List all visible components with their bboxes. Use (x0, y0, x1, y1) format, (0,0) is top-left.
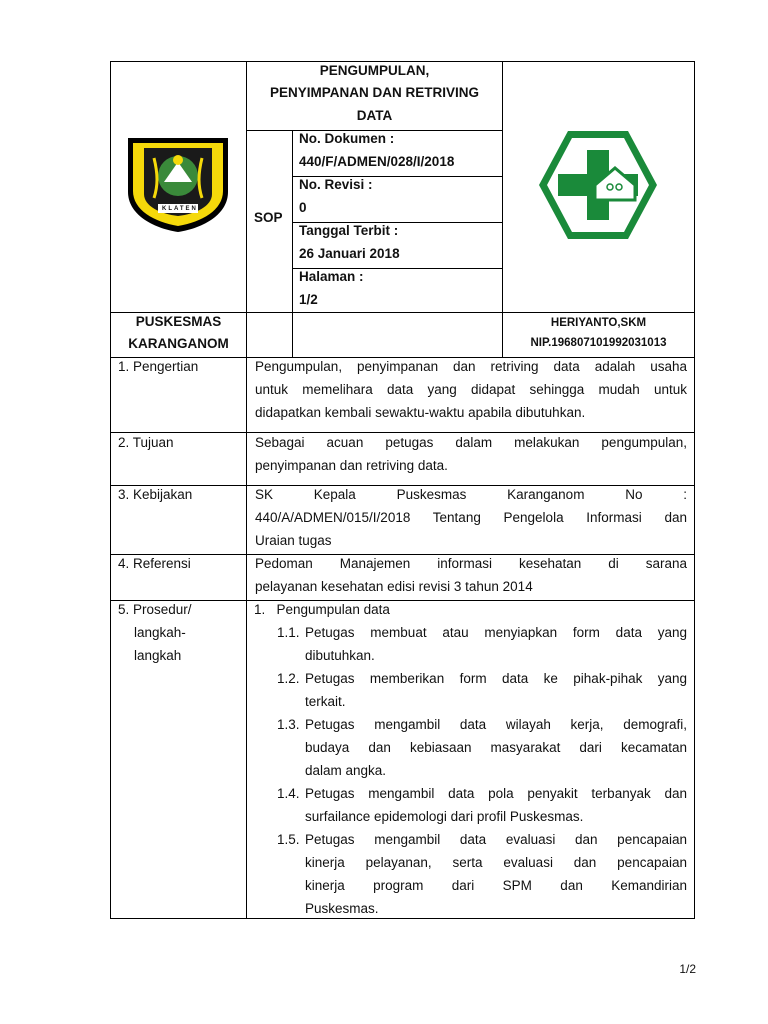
puskesmas-logo (537, 128, 659, 242)
issue-date-value: 26 Januari 2018 (299, 246, 400, 261)
section-text-line: penyimpanan dan retriving data. (255, 458, 448, 473)
logo-text: KLATEN (162, 206, 198, 212)
doc-title-line-1: PENGUMPULAN, (319, 63, 430, 78)
section-text-line: 440/A/ADMEN/015/I/2018 Tentang Pengelola Informasi dan (255, 510, 687, 525)
section-label-referensi: 4. Referensi (118, 556, 191, 571)
step-text-line: dalam angka. (305, 763, 387, 778)
page-number: 1/2 (679, 962, 696, 976)
section-text-line: Sebagai acuan petugas dalam melakukan pengumpulan, (255, 435, 687, 450)
step-number: 1.5. (277, 832, 300, 847)
section-text-line: Pengumpulan, penyimpanan dan retriving data adalah usaha (255, 359, 687, 374)
step-number: 1.3. (277, 717, 300, 732)
step-number: 1.4. (277, 786, 300, 801)
signer-name: HERIYANTO,SKM (550, 317, 647, 329)
revision-value: 0 (299, 200, 307, 215)
step-text-line: terkait. (305, 694, 346, 709)
section-text-line: Uraian tugas (255, 533, 332, 548)
section-label-pengertian: 1. Pengertian (118, 359, 199, 374)
section-text-line: SK Kepala Puskesmas Karanganom No : (255, 487, 687, 502)
org-name-line-1: PUSKESMAS (135, 314, 222, 329)
step-text-line: kinerja program dari SPM dan Kemandirian (305, 878, 687, 893)
border-bottom (110, 918, 695, 919)
step-number: 1.1. (277, 625, 300, 640)
doc-number-label: No. Dokumen : (299, 131, 395, 146)
regency-shield-logo (124, 134, 232, 234)
sop-label: SOP (254, 210, 283, 225)
section-label-tujuan: 2. Tujuan (118, 435, 174, 450)
step-text-line: budaya dan kebiasaan masyarakat dari kecamatan (305, 740, 687, 755)
page-value: 1/2 (299, 292, 318, 307)
doc-title-line-2: PENYIMPANAN DAN RETRIVING (269, 85, 479, 100)
section-label-kebijakan: 3. Kebijakan (118, 487, 193, 502)
doc-number-value: 440/F/ADMEN/028/I/2018 (299, 154, 455, 169)
step-text-line: surfailance epidemologi dari profil Puskesmas. (305, 809, 584, 824)
step-text-line: Petugas mengambil data pola penyakit terbanyak dan (305, 786, 687, 801)
revision-label: No. Revisi : (299, 177, 373, 192)
divider-v-sop (292, 130, 293, 358)
section-text-line: didapatkan kembali sewaktu-waktu apabila dibutuhkan. (255, 405, 586, 420)
border-right (694, 61, 695, 919)
step-text-line: Petugas mengambil data evaluasi dan pencapaian (305, 832, 687, 847)
section-text-line: untuk memelihara data yang didapat sehingga mudah untuk (255, 382, 687, 397)
divider-h-sec4 (110, 600, 695, 601)
section-text-line: Pedoman Manajemen informasi kesehatan di sarana (255, 556, 687, 571)
signer-nip: NIP.196807101992031013 (530, 337, 667, 349)
section-label-prosedur: 5. Prosedur/ (118, 602, 192, 617)
section-text-line: pelayanan kesehatan edisi revisi 3 tahun 2014 (255, 579, 533, 594)
step-text-line: dibutuhkan. (305, 648, 375, 663)
step-text-line: Petugas memberikan form data ke pihak-pihak yang (305, 671, 687, 686)
page-label: Halaman : (299, 269, 364, 284)
procedure-heading: 1. Pengumpulan data (254, 602, 390, 617)
divider-v-label (246, 61, 247, 919)
section-label-prosedur: langkah- (134, 625, 186, 640)
step-number: 1.2. (277, 671, 300, 686)
step-text-line: Petugas mengambil data wilayah kerja, demografi, (305, 717, 687, 732)
step-text-line: kinerja pelayanan, serta evaluasi dan pencapaian (305, 855, 687, 870)
border-left (110, 61, 111, 919)
step-text-line: Puskesmas. (305, 901, 379, 916)
doc-title-line-3: DATA (356, 108, 393, 123)
step-text-line: Petugas membuat atau menyiapkan form data yang (305, 625, 687, 640)
org-name-line-2: KARANGANOM (128, 336, 229, 351)
section-label-prosedur: langkah (134, 648, 182, 663)
issue-date-label: Tanggal Terbit : (299, 223, 399, 238)
